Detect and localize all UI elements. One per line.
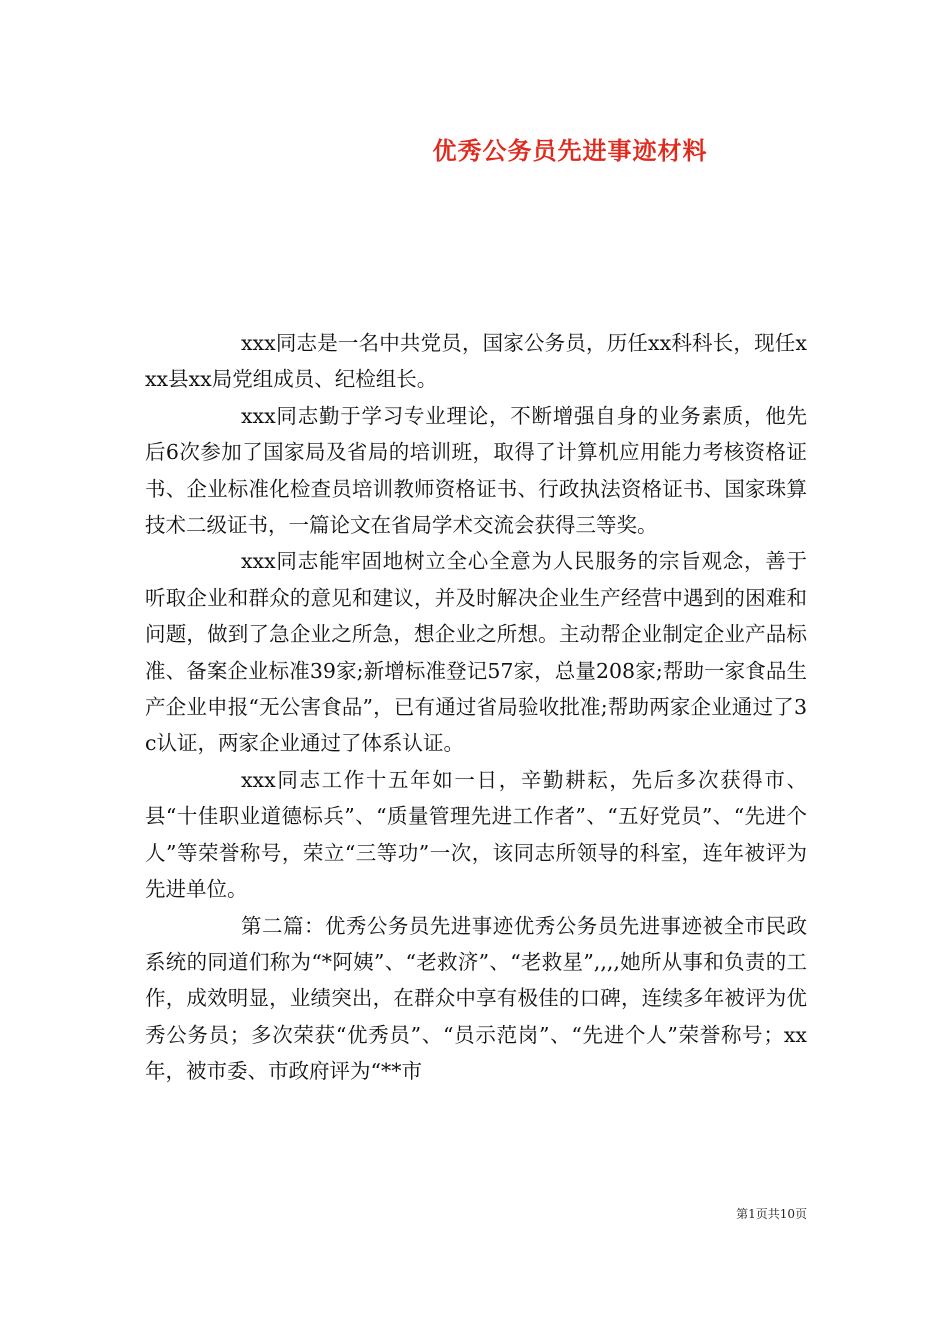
page-number-footer: 第1页共10页 [736, 1207, 807, 1221]
document-body [145, 325, 807, 1090]
paragraph: xxx同志是一名中共党员，国家公务员，历任xx科科长，现任xxx县xx局党组成员、纪检组长。 [145, 331, 807, 392]
paragraph: xxx同志工作十五年如一日，辛勤耕耘，先后多次获得市、县“十佳职业道德标兵”、“质量管理先进工作者”、“五好党员”、“先进个人”等荣誉称号，荣立“三等功”一次，该同志所领导的科室，连年被评为先进单位。 [145, 767, 807, 902]
paragraph: xxx同志能牢固地树立全心全意为人民服务的宗旨观念，善于听取企业和群众的意见和建议，并及时解决企业生产经营中遇到的困难和问题，做到了急企业之所急，想企业之所想。主动帮企业制定企业产品标准、备案企业标准39家;新增标准登记57家，总量208家;帮助一家食品生产企业申报“无公害食品”，已有通过省局验收批准;帮助两家企业通过了3c认证，两家企业通过了体系认证。 [145, 549, 807, 756]
paragraph: 第二篇：优秀公务员先进事迹优秀公务员先进事迹被全市民政系统的同道们称为“*阿姨”、“老救济”、“老救星”,,,,她所从事和负责的工作，成效明显，业绩突出，在群众中享有极佳的口碑，连续多年被评为优秀公务员；多次荣获“优秀员”、“员示范岗”、“先进个人”荣誉称号；xx年，被市委、市政府评为“**市 [145, 913, 807, 1084]
document-title: 优秀公务员先进事迹材料 [432, 136, 708, 165]
paragraph: xxx同志勤于学习专业理论，不断增强自身的业务素质，他先后6次参加了国家局及省局的培训班，取得了计算机应用能力考核资格证书、企业标准化检查员培训教师资格证书、行政执法资格证书、国家珠算技术二级证书，一篇论文在省局学术交流会获得三等奖。 [145, 403, 807, 538]
